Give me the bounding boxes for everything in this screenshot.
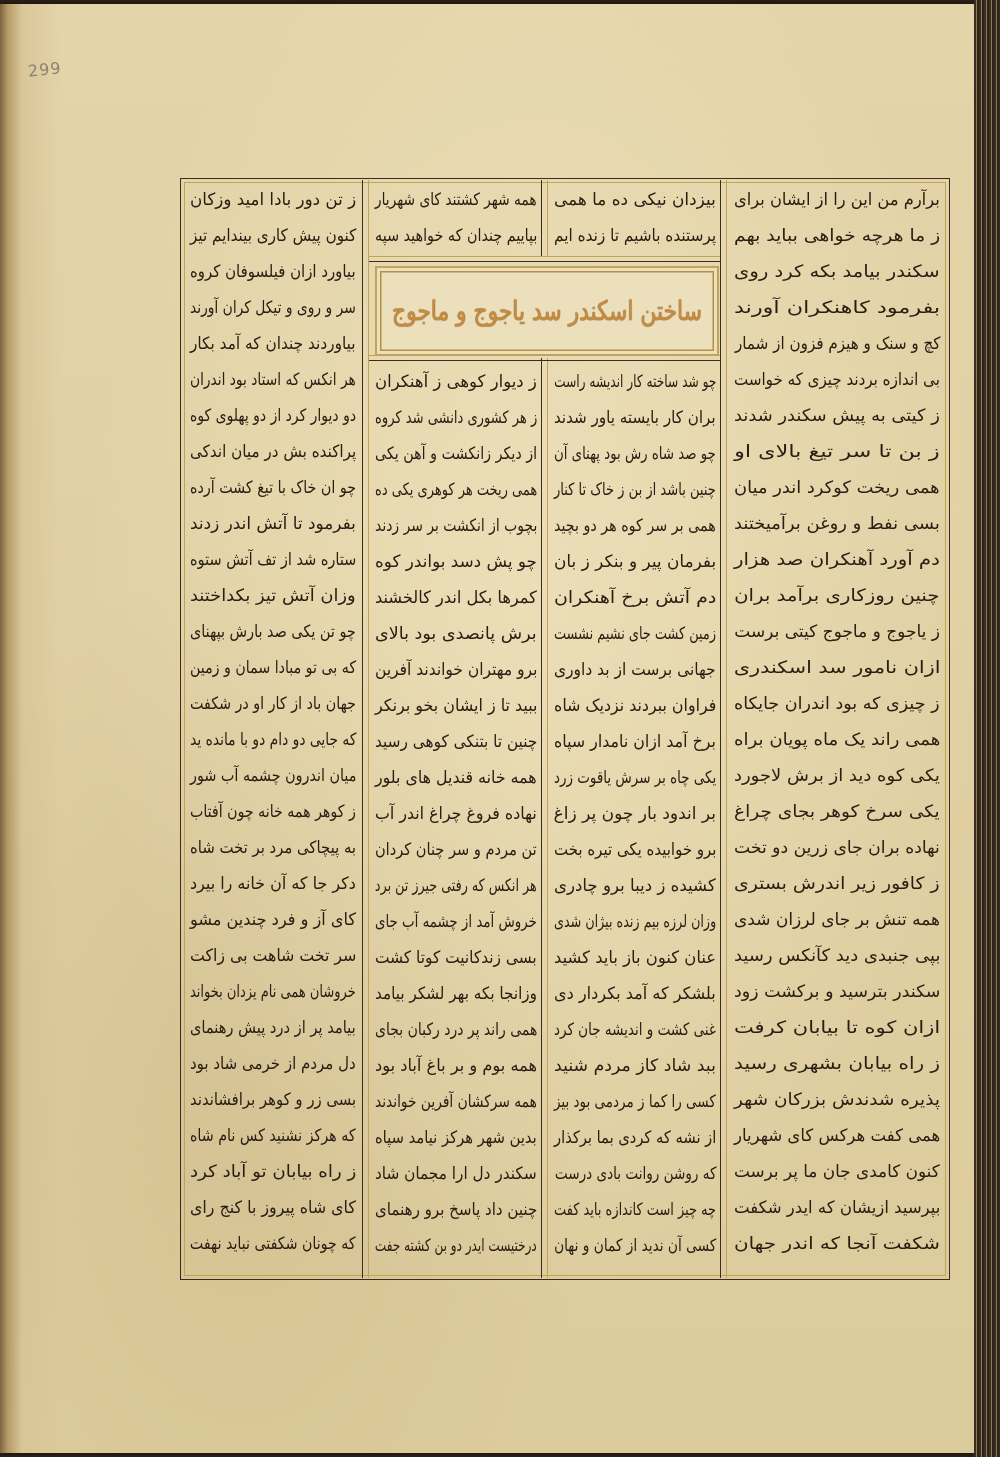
verse-text: همی راند یک ماه پویان براه — [733, 730, 940, 750]
verse-line — [554, 580, 716, 616]
verse-text: سر تخت شاهت بی زاکت — [189, 946, 356, 966]
verse-text: بیاوردند چندان که آمد بکار — [190, 334, 356, 354]
verse-line — [554, 364, 716, 400]
verse-line — [375, 688, 537, 724]
verse-line — [734, 1118, 940, 1154]
verse-text: بپی جنبدی دید کآنکس رسید — [733, 946, 940, 966]
verse-text: فراوان ببردند نزدیک شاه — [553, 696, 716, 716]
verse-text: بیامد پر از درد پیش رهنمای — [190, 1018, 356, 1038]
verse-line — [734, 686, 940, 722]
verse-line — [554, 218, 716, 254]
verse-line — [554, 832, 716, 868]
verse-line — [375, 1228, 537, 1264]
verse-line — [190, 758, 356, 794]
verse-line — [734, 1226, 940, 1262]
verse-text: همه بوم و بر باغ آباد بود — [374, 1056, 537, 1076]
verse-line — [375, 976, 537, 1012]
verse-text: دکر جا که آن خانه را بیرد — [190, 874, 356, 894]
verse-line — [554, 760, 716, 796]
verse-text: بفرمود کاهنکران آورند — [733, 298, 940, 318]
folio-number: 299 — [27, 58, 63, 81]
verse-line — [190, 398, 356, 434]
verse-line — [554, 1156, 716, 1192]
verse-line — [734, 1190, 940, 1226]
verse-text: ز دیوار کوهی ز آهنکران — [375, 372, 537, 392]
verse-text: کسی را کما ز مردمی بود بیز — [554, 1092, 716, 1112]
verse-text: بچوب از انکشت بر سر زدند — [374, 516, 537, 536]
verse-line — [554, 1084, 716, 1120]
verse-text: دم آتش برخ آهنکران — [553, 588, 716, 608]
verse-line — [554, 1228, 716, 1264]
verse-text: پراکنده بش در میان اندکی — [189, 442, 356, 462]
verse-line — [554, 508, 716, 544]
verse-line — [734, 182, 940, 218]
verse-text: کمرها بکل اندر کالخشند — [375, 588, 537, 608]
verse-text: دو دیوار کرد از دو پهلوی کوه — [189, 406, 356, 426]
verse-line — [190, 974, 356, 1010]
verse-text: از دیکر زانکشت و آهن یکی — [374, 444, 537, 464]
verse-text: برو خوابیده یکی تیره بخت — [553, 840, 716, 860]
verse-line — [190, 182, 356, 218]
verse-line — [554, 724, 716, 760]
verse-line — [190, 218, 356, 254]
verse-text: ز ما هرچه خواهی بباید بهم — [733, 226, 940, 246]
verse-line — [375, 1120, 537, 1156]
verse-line — [190, 542, 356, 578]
verse-line — [375, 940, 537, 976]
manuscript-page — [0, 4, 974, 1453]
verse-line — [190, 506, 356, 542]
verse-line — [375, 544, 537, 580]
verse-text: بسی زندکانیت کوتا کشت — [375, 948, 537, 968]
verse-text: برو مهتران خواندند آفرین — [374, 660, 537, 680]
verse-text: ز راه بیابان بشهری رسید — [733, 1054, 940, 1074]
verse-line — [554, 652, 716, 688]
verse-line — [190, 614, 356, 650]
verse-line — [190, 830, 356, 866]
verse-text: همه خانه قندیل های بلور — [375, 768, 537, 788]
verse-line — [375, 472, 537, 508]
verse-line — [375, 1084, 537, 1120]
verse-line — [554, 688, 716, 724]
column-inner-left-bottom — [375, 364, 537, 1264]
verse-line — [375, 218, 537, 254]
verse-text: ز یاجوج و ماجوج کیتی برست — [734, 622, 940, 642]
verse-line — [375, 1192, 537, 1228]
verse-text: درختیست ایدر دو بن کشته جفت — [375, 1236, 537, 1256]
verse-line — [190, 254, 356, 290]
verse-text: تن مردم و سر چنان کردان — [375, 840, 537, 860]
verse-line — [554, 1012, 716, 1048]
verse-text: کچ و سنک و هیزم فزون از شمار — [734, 334, 940, 354]
verse-line — [734, 470, 940, 506]
column-inner-right-bottom — [554, 364, 716, 1264]
verse-text: سر و روی و تیکل کران آورند — [190, 298, 356, 318]
verse-text: وزان لرزه بیم زنده بیژان شدی — [553, 912, 716, 932]
verse-line — [734, 758, 940, 794]
verse-line — [554, 904, 716, 940]
verse-line — [375, 904, 537, 940]
verse-line — [190, 938, 356, 974]
verse-line — [190, 326, 356, 362]
verse-line — [734, 578, 940, 614]
verse-line — [554, 1048, 716, 1084]
verse-text: ببد شاد کاز مردم شنید — [554, 1056, 716, 1076]
verse-line — [190, 578, 356, 614]
verse-text: کنون پیش کاری بیندایم تیز — [189, 226, 356, 246]
verse-line — [734, 614, 940, 650]
verse-text: ز کیتی به پیش سکندر شدند — [734, 406, 940, 426]
verse-text: همی ریخت کوکرد اندر میان — [734, 478, 940, 498]
verse-text: بدین شهر هرکز نیامد سپاه — [375, 1128, 537, 1148]
verse-line — [190, 1118, 356, 1154]
chapter-heading-text: ساختن اسکندر سد یاجوج و ماجوج — [392, 295, 702, 327]
verse-line — [734, 398, 940, 434]
verse-text: برخ آمد ازان نامدار سپاه — [554, 732, 716, 752]
verse-text: که روشن روانت بادی درست — [554, 1164, 716, 1184]
column-left — [190, 182, 356, 1262]
verse-text: بپرسید ازیشان که ایدر شکفت — [733, 1198, 940, 1218]
verse-line — [190, 1082, 356, 1118]
verse-line — [734, 434, 940, 470]
verse-text: همه شهر کشتند کای شهریار — [375, 190, 537, 210]
verse-line — [375, 182, 537, 218]
verse-line — [554, 472, 716, 508]
verse-line — [554, 940, 716, 976]
verse-line — [375, 1048, 537, 1084]
verse-text: برآرم من این را از ایشان برای — [734, 190, 940, 210]
verse-line — [190, 794, 356, 830]
verse-text: ز تن دور بادا امید وزکان — [189, 190, 356, 210]
verse-line — [375, 868, 537, 904]
verse-line — [375, 616, 537, 652]
verse-line — [375, 1156, 537, 1192]
column-inner-right-top — [554, 182, 716, 254]
verse-line — [375, 436, 537, 472]
verse-text: خروشان همی نام یزدان بخواند — [190, 982, 356, 1002]
verse-text: ازان نامور سد اسکندری — [733, 658, 940, 678]
verse-text: از نشه که کردی بما برکذار — [553, 1128, 716, 1148]
verse-line — [734, 830, 940, 866]
verse-text: کنون کامدی جان ما پر برست — [734, 1162, 940, 1182]
verse-text: ز هر کشوری دانشی شد کروه — [374, 408, 537, 428]
verse-text: چنین روزکاری برآمد بران — [734, 586, 940, 606]
verse-text: به پیچاکی مرد بر تخت شاه — [189, 838, 356, 858]
verse-line — [375, 832, 537, 868]
verse-text: نهاده بران جای زرین دو تخت — [734, 838, 940, 858]
verse-text: که هرکز نشنید کس نام شاه — [190, 1126, 356, 1146]
verse-line — [734, 794, 940, 830]
verse-text: همه تنش بر جای لرزان شدی — [733, 910, 940, 930]
verse-line — [190, 290, 356, 326]
verse-text: دم آورد آهنکران صد هزار — [734, 550, 940, 570]
verse-line — [554, 400, 716, 436]
verse-line — [734, 1010, 940, 1046]
verse-text: میان اندرون چشمه آب شور — [189, 766, 356, 786]
verse-line — [734, 902, 940, 938]
verse-text: چو تن یکی صد بارش بپهنای — [190, 622, 356, 642]
verse-text: چو پش دسد بواندر کوه — [375, 552, 537, 572]
verse-text: که جایی دو دام دو با مانده ید — [189, 730, 356, 750]
verse-line — [554, 1192, 716, 1228]
verse-text: چنین داد پاسخ برو رهنمای — [374, 1200, 537, 1220]
verse-text: ز کافور زیر اندرش بستری — [734, 874, 940, 894]
verse-line — [375, 1012, 537, 1048]
verse-text: چو ان خاک با تیغ کشت آرده — [189, 478, 356, 498]
verse-text: پرستنده باشیم تا زنده ایم — [553, 226, 716, 246]
verse-text: بفرمان پیر و بنکر ز بان — [553, 552, 716, 572]
verse-line — [190, 1190, 356, 1226]
verse-text: که بی تو مبادا سمان و زمین — [189, 658, 356, 678]
verse-text: یکی سرخ کوهر بجای چراغ — [734, 802, 940, 822]
verse-line — [734, 722, 940, 758]
verse-text: کای شاه پیروز با کنج رای — [190, 1198, 356, 1218]
verse-text: جهان باد از کار او در شکفت — [190, 694, 356, 714]
verse-line — [554, 544, 716, 580]
verse-text: سکندر بیامد بکه کرد روی — [734, 262, 940, 282]
verse-text: ز راه بیابان تو آباد کرد — [189, 1162, 356, 1182]
verse-text: ببید تا ز ایشان بخو برنکر — [374, 696, 537, 716]
verse-line — [190, 902, 356, 938]
verse-line — [190, 650, 356, 686]
verse-line — [734, 1154, 940, 1190]
verse-text: ز کوهر همه خانه چون آفتاب — [190, 802, 356, 822]
verse-line — [734, 362, 940, 398]
verse-text: هر انکس که رفتی جیرز تن برد — [375, 876, 537, 896]
verse-text: بر اندود بار چون پر زاغ — [553, 804, 716, 824]
heading-rule-top — [369, 256, 720, 262]
verse-text: خروش آمد از چشمه آب جای — [375, 912, 537, 932]
verse-text: نهاده فروغ چراغ اندر آب — [375, 804, 537, 824]
verse-text: ستاره شد از تف آتش ستوه — [189, 550, 356, 570]
verse-text: چنین باشد از بن ز خاک تا کنار — [554, 480, 716, 500]
chapter-heading — [375, 266, 719, 356]
verse-line — [734, 290, 940, 326]
verse-line — [734, 326, 940, 362]
verse-line — [554, 1120, 716, 1156]
column-right — [734, 182, 940, 1262]
verse-line — [375, 400, 537, 436]
verse-text: عنان کنون باز باید کشید — [553, 948, 716, 968]
verse-line — [554, 868, 716, 904]
verse-text: ز چیزی که بود اندران جایکاه — [734, 694, 940, 714]
verse-text: همی بر سر کوه هر دو بچید — [554, 516, 716, 536]
verse-line — [375, 796, 537, 832]
verse-line — [734, 542, 940, 578]
verse-line — [190, 1010, 356, 1046]
verse-text: کشیده ز دیبا برو چادری — [554, 876, 716, 896]
verse-text: هر انکس که استاد بود اندران — [190, 370, 356, 390]
verse-text: بپاییم چندان که خواهید سپه — [374, 226, 537, 246]
verse-line — [190, 1154, 356, 1190]
verse-text: بفرمود تا آتش اندر زدند — [190, 514, 356, 534]
verse-line — [190, 470, 356, 506]
verse-text: بی اندازه بردند چیزی که خواست — [734, 370, 940, 390]
verse-line — [734, 254, 940, 290]
verse-text: یکی کوه دید از برش لاجورد — [734, 766, 940, 786]
verse-text: چه چیز است کاندازه باید کفت — [553, 1200, 716, 1220]
verse-text: همه سرکشان آفرین خواندند — [375, 1092, 537, 1112]
verse-line — [375, 724, 537, 760]
verse-text: چو شد ساخته کار اندیشه راست — [553, 372, 716, 392]
verse-text: غنی کشت و اندیشه جان کرد — [554, 1020, 716, 1040]
verse-text: بیزدان نیکی ده ما همی — [554, 190, 716, 210]
verse-line — [734, 1082, 940, 1118]
verse-line — [734, 1046, 940, 1082]
verse-text: وزان آتش تیز بکداختند — [190, 586, 356, 606]
verse-text: ز بن تا سر تیغ بالای او — [734, 442, 940, 462]
verse-text: سکندر بترسید و برکشت زود — [733, 982, 940, 1002]
verse-line — [734, 866, 940, 902]
column-inner-left-top — [375, 182, 537, 254]
verse-text: کسی آن ندید از کمان و نهان — [553, 1236, 716, 1256]
verse-text: برش پانصدی بود بالای — [375, 624, 537, 644]
verse-text: جهانی برست از بد داوری — [554, 660, 716, 680]
verse-line — [190, 722, 356, 758]
verse-text: سکندر دل ارا مجمان شاد — [375, 1164, 537, 1184]
verse-text: بران کار بایسته یاور شدند — [554, 408, 716, 428]
verse-text: بسی زر و کوهر برافشاندند — [189, 1090, 356, 1110]
verse-line — [734, 218, 940, 254]
verse-text: شکفت آنجا که اندر جهان — [734, 1234, 940, 1254]
verse-line — [190, 686, 356, 722]
verse-line — [554, 976, 716, 1012]
verse-line — [190, 362, 356, 398]
verse-text: همی راند پر درد رکبان بجای — [374, 1020, 537, 1040]
verse-line — [190, 434, 356, 470]
verse-line — [375, 364, 537, 400]
verse-line — [375, 760, 537, 796]
verse-line — [734, 938, 940, 974]
verse-text: چنین تا بتنکی کوهی رسید — [374, 732, 537, 752]
verse-line — [190, 1046, 356, 1082]
verse-line — [734, 506, 940, 542]
verse-text: پذیره شدندش بزرکان شهر — [734, 1090, 940, 1110]
verse-line — [554, 182, 716, 218]
verse-text: بسی نفط و روغن برآمیختند — [734, 514, 940, 534]
verse-text: وزانجا بکه بهر لشکر بیامد — [374, 984, 537, 1004]
verse-line — [554, 616, 716, 652]
verse-line — [375, 652, 537, 688]
verse-line — [554, 436, 716, 472]
page-edges — [974, 0, 1000, 1457]
verse-line — [375, 508, 537, 544]
verse-text: که چونان شکفتی نباید نهفت — [190, 1234, 356, 1254]
verse-text: یکی چاه بر سرش یاقوت زرد — [553, 768, 716, 788]
verse-line — [734, 974, 940, 1010]
verse-text: بیاورد ازان فیلسوفان کروه — [190, 262, 356, 282]
verse-line — [734, 650, 940, 686]
verse-text: ازان کوه تا بیابان کرفت — [733, 1018, 940, 1038]
verse-text: همی کفت هرکس کای شهریار — [733, 1126, 940, 1146]
verse-text: کای آز و فرد چندین مشو — [189, 910, 356, 930]
verse-line — [554, 796, 716, 832]
verse-text: همی ریخت هر کوهری یکی ده — [374, 480, 537, 500]
verse-line — [190, 866, 356, 902]
verse-line — [190, 1226, 356, 1262]
verse-line — [375, 580, 537, 616]
verse-text: بلشکر که آمد بکردار دی — [554, 984, 716, 1004]
verse-text: زمین کشت جای نشیم نشست — [553, 624, 716, 644]
verse-text: دل مردم از خرمی شاد بود — [190, 1054, 356, 1074]
verse-text: چو صد شاه رش بود پهنای آن — [554, 444, 716, 464]
